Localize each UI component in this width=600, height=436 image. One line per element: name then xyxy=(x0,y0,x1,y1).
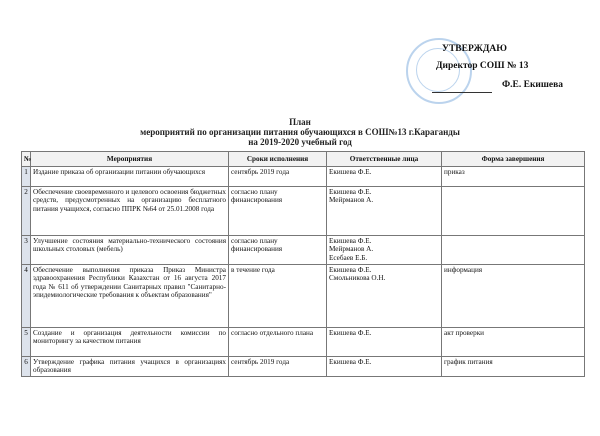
row-deadline: сентябрь 2019 года xyxy=(229,357,327,377)
approval-position: Директор СОШ № 13 xyxy=(436,61,529,71)
approval-signer: Ф.Е. Екишева xyxy=(502,80,564,90)
row-number: 4 xyxy=(22,265,31,328)
row-completion-form: информация xyxy=(442,265,585,328)
header-number: № xyxy=(22,152,31,167)
row-event: Утверждение графика питания учащихся в организациях образования xyxy=(31,357,229,377)
row-completion-form: приказ xyxy=(442,167,585,187)
row-completion-form: график питания xyxy=(442,357,585,377)
row-deadline: сентябрь 2019 года xyxy=(229,167,327,187)
row-number: 5 xyxy=(22,328,31,357)
table-header-row xyxy=(22,152,585,167)
row-deadline: согласно плану финансирования xyxy=(229,236,327,265)
row-event: Обеспечение выполнения приказа Приказ Министра здравоохранения Республики Казахстан от 16 августа 2017 года № 611 об утверждении Санитарных правил "Санитарно-эпидемиологические требования к объектам образования" xyxy=(31,265,229,328)
plan-title: План xyxy=(289,117,311,127)
table-row xyxy=(22,328,585,357)
row-responsible: Екишева Ф.Е. Мейрманов А. xyxy=(327,187,442,236)
row-deadline: в течение года xyxy=(229,265,327,328)
plan-subtitle: мероприятий по организации питания обучающихся в СОШ№13 г.Караганды xyxy=(140,127,460,137)
row-deadline: согласно плану финансирования xyxy=(229,187,327,236)
table-row xyxy=(22,236,585,265)
signature-line xyxy=(432,92,492,93)
row-event: Создание и организация деятельности комиссии по мониторингу за качеством питания xyxy=(31,328,229,357)
row-event: Издание приказа об организации питании обучающихся xyxy=(31,167,229,187)
row-event: Улучшение состояния материально-технического состояния школьных столовых (мебель) xyxy=(31,236,229,265)
table-row xyxy=(22,357,585,377)
row-deadline: согласно отдельного плана xyxy=(229,328,327,357)
row-event: Обеспечение своевременного и целевого освоения бюджетных средств, предусмотренных на организацию бесплатного питания учащихся, согласно ППРК №64 от 25.01.2008 года xyxy=(31,187,229,236)
table-row xyxy=(22,167,585,187)
table-row xyxy=(22,265,585,328)
row-responsible: Екишева Ф.Е. Мейрманов А. Есебаев Е.Б. xyxy=(327,236,442,265)
row-responsible: Екишева Ф.Е. xyxy=(327,328,442,357)
header-completion-form: Форма завершения xyxy=(442,152,585,167)
row-responsible: Екишева Ф.Е. xyxy=(327,357,442,377)
plan-year: на 2019-2020 учебный год xyxy=(248,137,352,147)
row-number: 3 xyxy=(22,236,31,265)
row-completion-form xyxy=(442,236,585,265)
row-completion-form: акт проверки xyxy=(442,328,585,357)
approval-heading: УТВЕРЖДАЮ xyxy=(442,44,507,54)
row-responsible: Екишева Ф.Е. xyxy=(327,167,442,187)
header-deadline: Сроки исполнения xyxy=(229,152,327,167)
header-responsible: Ответственные лица xyxy=(327,152,442,167)
events-table xyxy=(21,151,585,377)
row-number: 2 xyxy=(22,187,31,236)
row-completion-form xyxy=(442,187,585,236)
row-responsible: Екишева Ф.Е. Смольникова О.Н. xyxy=(327,265,442,328)
header-event: Мероприятия xyxy=(31,152,229,167)
table-row xyxy=(22,187,585,236)
row-number: 1 xyxy=(22,167,31,187)
row-number: 6 xyxy=(22,357,31,377)
